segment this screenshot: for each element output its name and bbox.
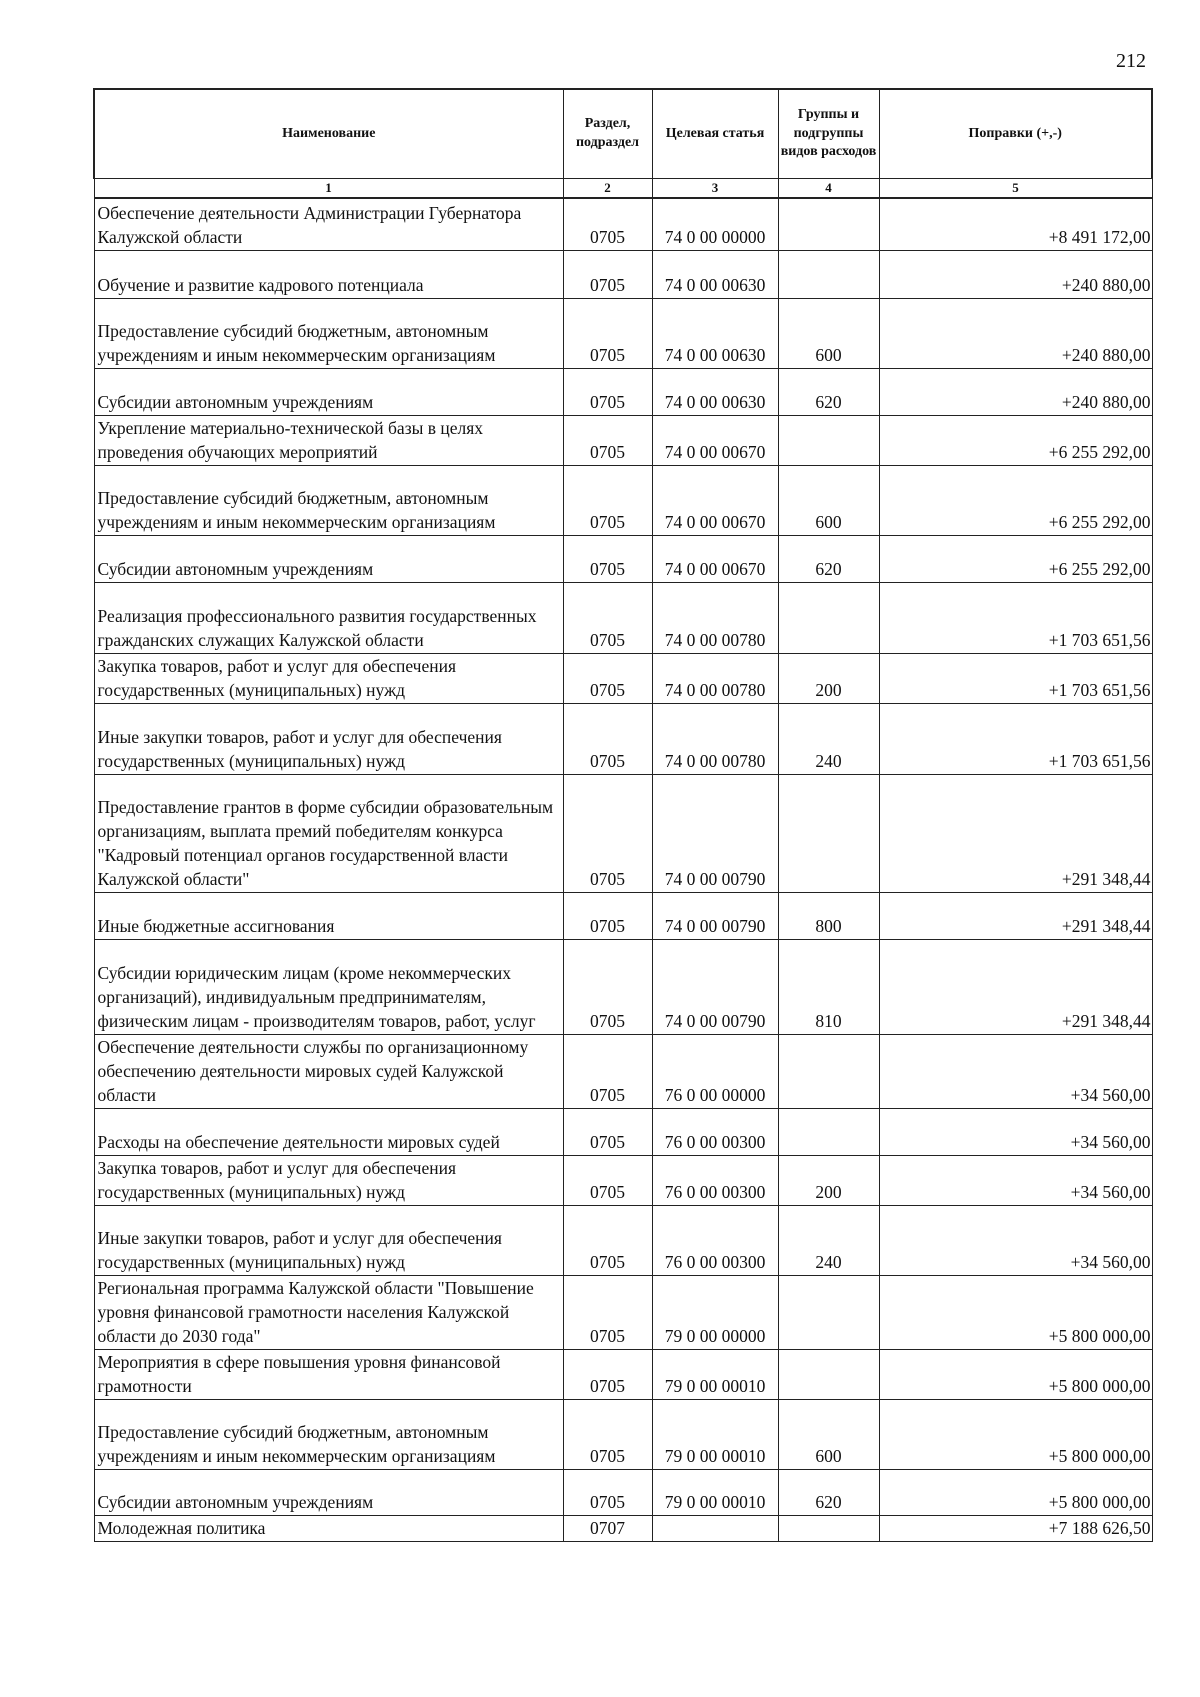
row-amendment-amount: +5 800 000,00 [879,1400,1152,1470]
row-target-article: 74 0 00 00670 [652,466,778,536]
row-expense-group: 810 [778,940,879,1035]
row-section: 0705 [563,1470,652,1516]
row-amendment-amount: +240 880,00 [879,369,1152,416]
row-name: Обеспечение деятельности Администрации Губернатора Калужской области [94,198,563,251]
table-row [94,775,1152,893]
row-name: Иные закупки товаров, работ и услуг для обеспечения государственных (муниципальных) нужд [94,1206,563,1276]
row-amendment-amount: +6 255 292,00 [879,416,1152,466]
table-body [94,198,1152,1542]
row-name: Обучение и развитие кадрового потенциала [94,251,563,299]
row-target-article: 74 0 00 00670 [652,536,778,583]
row-section: 0705 [563,893,652,940]
row-expense-group [778,1350,879,1400]
row-expense-group: 620 [778,1470,879,1516]
row-name: Предоставление субсидий бюджетным, автономным учреждениям и иным некоммерческим организациям [94,466,563,536]
row-name: Закупка товаров, работ и услуг для обеспечения государственных (муниципальных) нужд [94,654,563,704]
row-name: Субсидии юридическим лицам (кроме некоммерческих организаций), индивидуальным предпринимателям, физическим лицам - производителям товаров, работ, услуг [94,940,563,1035]
row-target-article: 74 0 00 00790 [652,893,778,940]
budget-sheet [93,88,1151,1542]
row-section: 0705 [563,704,652,775]
table-row [94,1035,1152,1109]
row-expense-group [778,198,879,251]
row-amendment-amount: +34 560,00 [879,1156,1152,1206]
row-section: 0705 [563,466,652,536]
row-expense-group: 600 [778,1400,879,1470]
header-section: Раздел, подраздел [563,89,652,179]
row-section: 0705 [563,416,652,466]
row-expense-group: 620 [778,536,879,583]
row-expense-group: 200 [778,654,879,704]
row-expense-group: 620 [778,369,879,416]
table-row [94,654,1152,704]
row-target-article [652,1516,778,1542]
column-number: 4 [778,179,879,198]
row-name: Региональная программа Калужской области "Повышение уровня финансовой грамотности населения Калужской области до 2030 года" [94,1276,563,1350]
row-expense-group [778,775,879,893]
row-target-article: 74 0 00 00000 [652,198,778,251]
row-target-article: 74 0 00 00790 [652,775,778,893]
row-section: 0705 [563,1035,652,1109]
row-name: Предоставление субсидий бюджетным, автономным учреждениям и иным некоммерческим организациям [94,299,563,369]
row-section: 0705 [563,536,652,583]
row-section: 0707 [563,1516,652,1542]
row-expense-group [778,1276,879,1350]
table-header-row [94,89,1152,179]
row-target-article: 79 0 00 00010 [652,1470,778,1516]
row-target-article: 74 0 00 00670 [652,416,778,466]
table-row [94,583,1152,654]
row-target-article: 74 0 00 00780 [652,704,778,775]
row-section: 0705 [563,1109,652,1156]
row-name: Мероприятия в сфере повышения уровня финансовой грамотности [94,1350,563,1400]
page-number: 212 [1116,50,1146,72]
table-row [94,1156,1152,1206]
table-row [94,704,1152,775]
table-row [94,299,1152,369]
row-name: Молодежная политика [94,1516,563,1542]
row-amendment-amount: +34 560,00 [879,1109,1152,1156]
row-expense-group [778,251,879,299]
row-section: 0705 [563,251,652,299]
row-amendment-amount: +1 703 651,56 [879,654,1152,704]
header-amendment: Поправки (+,-) [879,89,1152,179]
row-amendment-amount: +8 491 172,00 [879,198,1152,251]
table-row [94,369,1152,416]
row-name: Закупка товаров, работ и услуг для обеспечения государственных (муниципальных) нужд [94,1156,563,1206]
table-row [94,1400,1152,1470]
row-amendment-amount: +240 880,00 [879,299,1152,369]
row-name: Обеспечение деятельности службы по организационному обеспечению деятельности мировых судей Калужской области [94,1035,563,1109]
table-row [94,416,1152,466]
table-row [94,198,1152,251]
row-expense-group [778,583,879,654]
row-target-article: 74 0 00 00630 [652,299,778,369]
row-expense-group: 240 [778,1206,879,1276]
row-target-article: 79 0 00 00010 [652,1400,778,1470]
row-name: Субсидии автономным учреждениям [94,369,563,416]
row-expense-group: 240 [778,704,879,775]
row-amendment-amount: +291 348,44 [879,893,1152,940]
row-amendment-amount: +1 703 651,56 [879,704,1152,775]
row-name: Иные бюджетные ассигнования [94,893,563,940]
row-amendment-amount: +34 560,00 [879,1206,1152,1276]
row-amendment-amount: +291 348,44 [879,775,1152,893]
column-number: 1 [94,179,563,198]
row-section: 0705 [563,1206,652,1276]
row-amendment-amount: +240 880,00 [879,251,1152,299]
table-row [94,1109,1152,1156]
row-amendment-amount: +5 800 000,00 [879,1350,1152,1400]
row-amendment-amount: +1 703 651,56 [879,583,1152,654]
row-target-article: 79 0 00 00000 [652,1276,778,1350]
row-expense-group [778,1516,879,1542]
row-target-article: 76 0 00 00300 [652,1109,778,1156]
table-row [94,251,1152,299]
row-amendment-amount: +6 255 292,00 [879,536,1152,583]
row-expense-group: 600 [778,299,879,369]
row-target-article: 74 0 00 00780 [652,654,778,704]
row-amendment-amount: +34 560,00 [879,1035,1152,1109]
row-amendment-amount: +5 800 000,00 [879,1276,1152,1350]
table-row [94,466,1152,536]
row-name: Реализация профессионального развития государственных гражданских служащих Калужской области [94,583,563,654]
row-target-article: 76 0 00 00000 [652,1035,778,1109]
row-section: 0705 [563,198,652,251]
budget-table [93,88,1153,1542]
row-section: 0705 [563,654,652,704]
row-section: 0705 [563,940,652,1035]
row-section: 0705 [563,369,652,416]
row-expense-group: 600 [778,466,879,536]
row-amendment-amount: +5 800 000,00 [879,1470,1152,1516]
table-row [94,1350,1152,1400]
row-expense-group [778,416,879,466]
row-expense-group: 200 [778,1156,879,1206]
column-number-row [94,179,1152,198]
row-section: 0705 [563,1400,652,1470]
row-target-article: 76 0 00 00300 [652,1206,778,1276]
row-target-article: 79 0 00 00010 [652,1350,778,1400]
row-expense-group: 800 [778,893,879,940]
row-section: 0705 [563,1156,652,1206]
row-section: 0705 [563,1276,652,1350]
row-name: Предоставление грантов в форме субсидии образовательным организациям, выплата премий победителям конкурса "Кадровый потенциал органов государственной власти Калужской области" [94,775,563,893]
column-number: 5 [879,179,1152,198]
column-number: 2 [563,179,652,198]
table-row [94,940,1152,1035]
row-amendment-amount: +6 255 292,00 [879,466,1152,536]
header-name: Наименование [94,89,563,179]
row-target-article: 74 0 00 00630 [652,369,778,416]
row-amendment-amount: +291 348,44 [879,940,1152,1035]
header-target: Целевая статья [652,89,778,179]
row-expense-group [778,1109,879,1156]
row-name: Субсидии автономным учреждениям [94,536,563,583]
row-target-article: 76 0 00 00300 [652,1156,778,1206]
row-section: 0705 [563,299,652,369]
row-amendment-amount: +7 188 626,50 [879,1516,1152,1542]
table-row [94,536,1152,583]
row-name: Укрепление материально-технической базы в целях проведения обучающих мероприятий [94,416,563,466]
row-name: Субсидии автономным учреждениям [94,1470,563,1516]
row-name: Иные закупки товаров, работ и услуг для обеспечения государственных (муниципальных) нужд [94,704,563,775]
row-section: 0705 [563,1350,652,1400]
table-row [94,1276,1152,1350]
row-section: 0705 [563,775,652,893]
row-expense-group [778,1035,879,1109]
table-row [94,893,1152,940]
row-target-article: 74 0 00 00780 [652,583,778,654]
column-number: 3 [652,179,778,198]
row-name: Предоставление субсидий бюджетным, автономным учреждениям и иным некоммерческим организациям [94,1400,563,1470]
table-row [94,1470,1152,1516]
header-group: Группы и подгруппы видов расходов [778,89,879,179]
row-target-article: 74 0 00 00630 [652,251,778,299]
table-row [94,1206,1152,1276]
row-section: 0705 [563,583,652,654]
table-row [94,1516,1152,1542]
row-name: Расходы на обеспечение деятельности мировых судей [94,1109,563,1156]
row-target-article: 74 0 00 00790 [652,940,778,1035]
